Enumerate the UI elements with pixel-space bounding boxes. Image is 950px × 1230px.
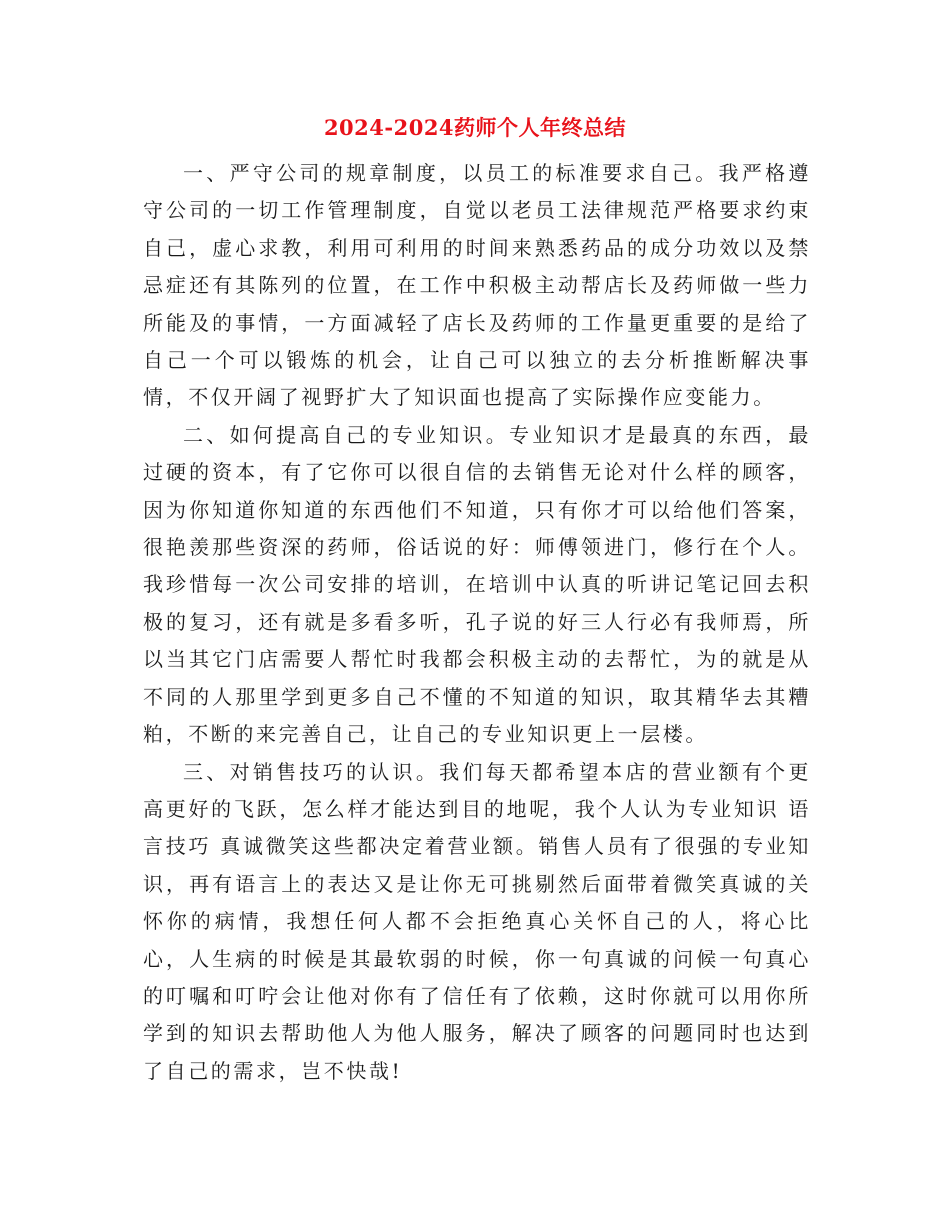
document-title: 2024-2024药师个人年终总结 <box>323 115 627 140</box>
paragraph-2: 二、如何提高自己的专业知识。专业知识才是最真的东西，最过硬的资本，有了它你可以很自信的去销售无论对什么样的顾客，因为你知道你知道的东西他们不知道，只有你才可以给他们答案，很艳羡那些资深的药师，俗话说的好：师傅领进门，修行在个人。我珍惜每一次公司安排的培训，在培训中认真的听讲记笔记回去积极的复习，还有就是多看多听，孔子说的好三人行必有我师焉，所以当其它门店需要人帮忙时我都会积极主动的去帮忙，为的就是从不同的人那里学到更多自己不懂的不知道的知识，取其精华去其糟粕，不断的来完善自己，让自己的专业知识更上一层楼。 <box>143 422 811 747</box>
paragraph-3: 三、对销售技巧的认识。我们每天都希望本店的营业额有个更高更好的飞跃，怎么样才能达到目的地呢，我个人认为专业知识 语言技巧 真诚微笑这些都决定着营业额。销售人员有了很强的专业知识，再有语言上的表达又是让你无可挑剔然后面带着微笑真诚的关怀你的病情，我想任何人都不会拒绝真心关怀自己的人，将心比心，人生病的时候是其最软弱的时候，你一句真诚的问候一句真心的叮嘱和叮咛会让他对你有了信任有了依赖，这时你就可以用你所学到的知识去帮助他人为他人服务，解决了顾客的问题同时也达到了自己的需求，岂不快哉! <box>143 759 811 1083</box>
document-body <box>143 155 811 1090</box>
paragraph-1: 一、严守公司的规章制度，以员工的标准要求自己。我严格遵守公司的一切工作管理制度，自觉以老员工法律规范严格要求约束自己，虚心求教，利用可利用的时间来熟悉药品的成分功效以及禁忌症还有其陈列的位置，在工作中积极主动帮店长及药师做一些力所能及的事情，一方面减轻了店长及药师的工作量更重要的是给了自己一个可以锻炼的机会，让自己可以独立的去分析推断解决事情，不仅开阔了视野扩大了知识面也提高了实际操作应变能力。 <box>143 161 811 410</box>
